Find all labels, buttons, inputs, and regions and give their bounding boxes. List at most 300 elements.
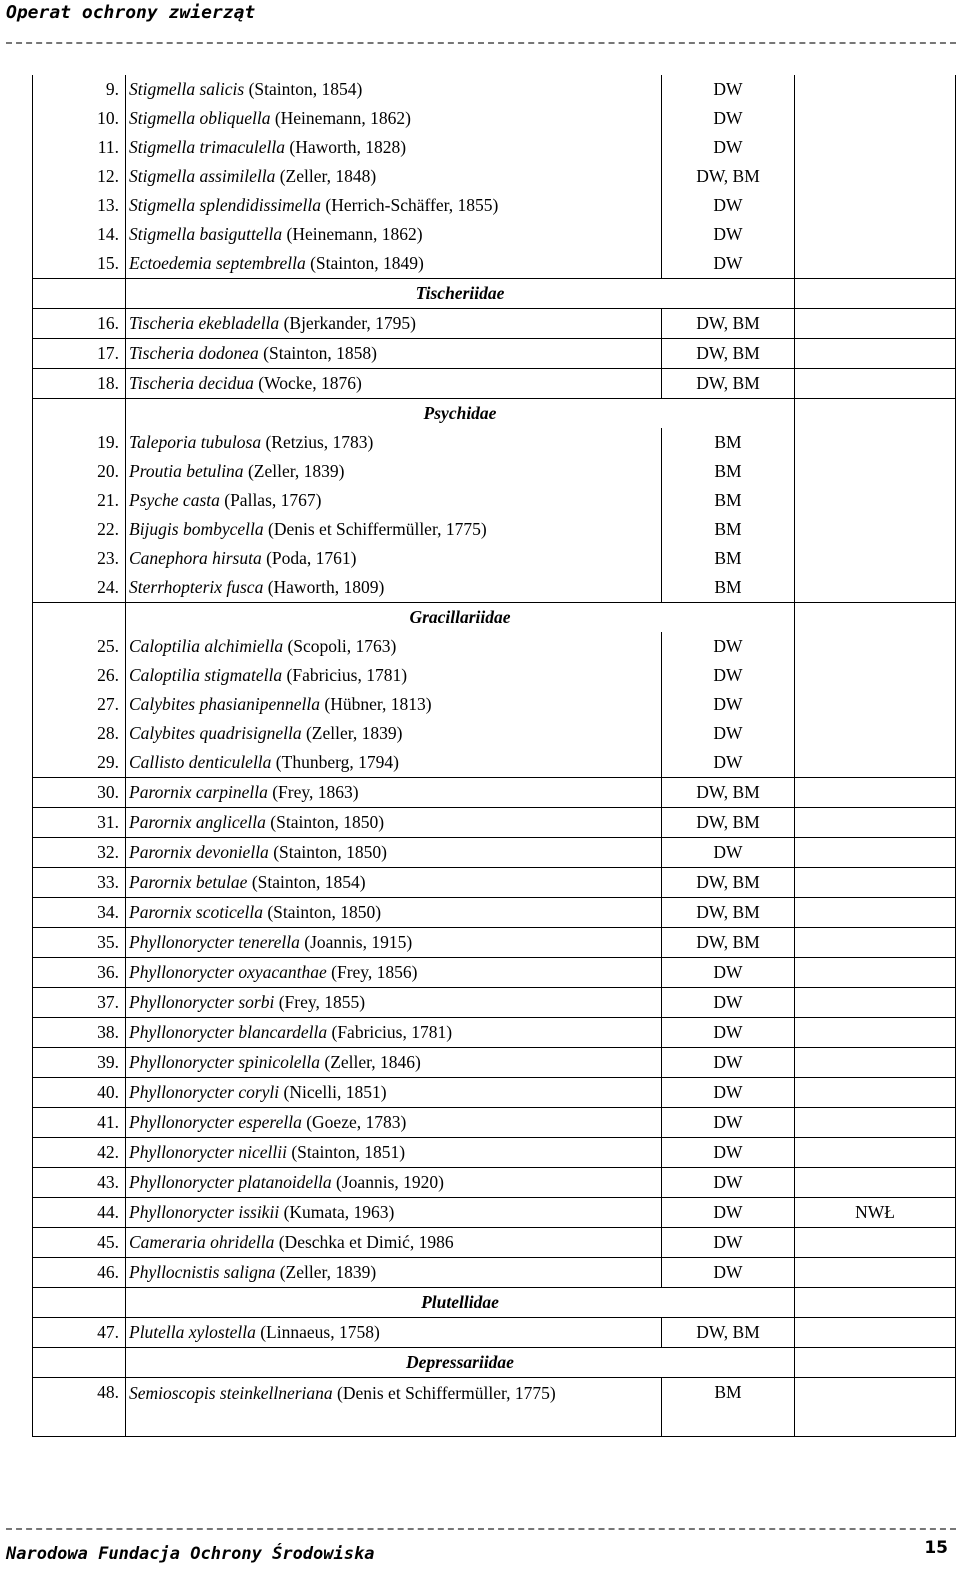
species-number: 12.: [33, 162, 126, 191]
species-row: [33, 1378, 956, 1437]
species-number: 14.: [33, 220, 126, 249]
species-latin-name: Ectoedemia septembrella: [129, 253, 306, 273]
species-source: BM: [662, 428, 795, 457]
species-name: [126, 1258, 662, 1288]
species-note: NWŁ: [795, 1198, 956, 1228]
species-source: DW: [662, 75, 795, 104]
species-name: [126, 748, 662, 778]
species-note: [795, 104, 956, 133]
species-number: 30.: [33, 778, 126, 808]
species-author: (Frey, 1855): [274, 992, 366, 1012]
family-note-cell: [795, 399, 956, 429]
species-latin-name: Phyllonorycter tenerella: [129, 932, 300, 952]
species-note: [795, 661, 956, 690]
species-latin-name: Phyllonorycter nicellii: [129, 1142, 287, 1162]
species-latin-name: Parornix betulae: [129, 872, 248, 892]
species-name: [126, 778, 662, 808]
species-source: DW: [662, 1138, 795, 1168]
species-note: [795, 428, 956, 457]
species-author: (Stainton, 1850): [268, 842, 387, 862]
species-row: [33, 690, 956, 719]
species-name: [126, 1168, 662, 1198]
species-source: DW, BM: [662, 1318, 795, 1348]
species-source: BM: [662, 486, 795, 515]
species-author: (Pallas, 1767): [219, 490, 322, 510]
species-note: [795, 75, 956, 104]
species-latin-name: Stigmella trimaculella: [129, 137, 286, 157]
species-row: [33, 1138, 956, 1168]
species-name: [126, 1078, 662, 1108]
species-number: 34.: [33, 898, 126, 928]
species-name: [126, 1228, 662, 1258]
family-note-cell: [795, 1348, 956, 1378]
species-row: [33, 573, 956, 603]
species-name: [126, 428, 662, 457]
species-number: 42.: [33, 1138, 126, 1168]
species-number: 41.: [33, 1108, 126, 1138]
species-note: [795, 457, 956, 486]
family-header-row: [33, 603, 956, 633]
species-author: (Zeller, 1839): [243, 461, 345, 481]
species-author: (Bjerkander, 1795): [279, 313, 417, 333]
species-name: [126, 369, 662, 399]
species-latin-name: Parornix scoticella: [129, 902, 263, 922]
species-row: [33, 661, 956, 690]
species-name: [126, 958, 662, 988]
species-row: [33, 898, 956, 928]
species-author: (Deschka et Dimić, 1986: [274, 1232, 454, 1252]
species-author: (Fabricius, 1781): [327, 1022, 453, 1042]
species-source: DW: [662, 249, 795, 279]
species-name: [126, 220, 662, 249]
species-note: [795, 1168, 956, 1198]
species-source: DW: [662, 661, 795, 690]
species-note: [795, 249, 956, 279]
species-row: [33, 1108, 956, 1138]
species-row: [33, 868, 956, 898]
family-num-cell: [33, 399, 126, 429]
species-row: [33, 1318, 956, 1348]
species-row: [33, 778, 956, 808]
species-row: [33, 428, 956, 457]
species-number: 25.: [33, 632, 126, 661]
species-name: [126, 104, 662, 133]
species-author: (Stainton, 1851): [286, 1142, 406, 1162]
species-note: [795, 868, 956, 898]
species-latin-name: Calybites quadrisignella: [129, 723, 302, 743]
species-name: [126, 808, 662, 838]
species-author: (Stainton, 1858): [258, 343, 377, 363]
species-source: BM: [662, 544, 795, 573]
species-row: [33, 748, 956, 778]
species-latin-name: Stigmella obliquella: [129, 108, 271, 128]
species-source: DW: [662, 1258, 795, 1288]
species-latin-name: Stigmella splendidissimella: [129, 195, 322, 215]
species-latin-name: Parornix anglicella: [129, 812, 266, 832]
species-latin-name: Tischeria dodonea: [129, 343, 259, 363]
species-name: [126, 162, 662, 191]
species-source: DW: [662, 220, 795, 249]
species-name: [126, 339, 662, 369]
species-source: DW: [662, 838, 795, 868]
species-note: [795, 1108, 956, 1138]
species-latin-name: Phyllonorycter platanoidella: [129, 1172, 332, 1192]
species-source: DW, BM: [662, 928, 795, 958]
species-author: (Scopoli, 1763): [283, 636, 397, 656]
species-latin-name: Phyllocnistis saligna: [129, 1262, 276, 1282]
species-note: [795, 958, 956, 988]
species-table-body: [33, 75, 956, 1437]
species-name: [126, 309, 662, 339]
species-name: [126, 1108, 662, 1138]
species-number: 18.: [33, 369, 126, 399]
species-name: [126, 1318, 662, 1348]
species-number: 10.: [33, 104, 126, 133]
species-row: [33, 1078, 956, 1108]
species-latin-name: Parornix devoniella: [129, 842, 269, 862]
species-latin-name: Calybites phasianipennella: [129, 694, 321, 714]
species-row: [33, 808, 956, 838]
species-number: 45.: [33, 1228, 126, 1258]
species-number: 26.: [33, 661, 126, 690]
species-note: [795, 988, 956, 1018]
species-note: [795, 838, 956, 868]
species-row: [33, 133, 956, 162]
species-number: 17.: [33, 339, 126, 369]
species-name: [126, 988, 662, 1018]
species-author: (Frey, 1863): [267, 782, 359, 802]
species-latin-name: Tischeria decidua: [129, 373, 254, 393]
species-row: [33, 75, 956, 104]
species-number: 29.: [33, 748, 126, 778]
species-author: (Stainton, 1854): [244, 79, 363, 99]
species-name: [126, 1018, 662, 1048]
species-author: (Goeze, 1783): [301, 1112, 407, 1132]
species-row: [33, 928, 956, 958]
species-author: (Stainton, 1854): [247, 872, 366, 892]
species-name: [126, 1048, 662, 1078]
species-note: [795, 162, 956, 191]
species-row: [33, 486, 956, 515]
family-note-cell: [795, 279, 956, 309]
species-author: (Joannis, 1920): [331, 1172, 444, 1192]
species-number: 46.: [33, 1258, 126, 1288]
species-latin-name: Cameraria ohridella: [129, 1232, 275, 1252]
species-source: DW: [662, 748, 795, 778]
species-author: (Retzius, 1783): [261, 432, 374, 452]
species-number: 9.: [33, 75, 126, 104]
species-number: 24.: [33, 573, 126, 603]
species-source: BM: [662, 1378, 795, 1437]
species-source: DW: [662, 1168, 795, 1198]
species-row: [33, 104, 956, 133]
species-source: DW: [662, 133, 795, 162]
species-note: [795, 220, 956, 249]
species-source: DW, BM: [662, 898, 795, 928]
family-name: Plutellidae: [126, 1288, 795, 1318]
footer-organization: Narodowa Fundacja Ochrony Środowiska: [6, 1544, 375, 1564]
species-name: [126, 1138, 662, 1168]
species-name: [126, 515, 662, 544]
species-latin-name: Caloptilia alchimiella: [129, 636, 284, 656]
species-name: [126, 632, 662, 661]
species-row: [33, 838, 956, 868]
species-row: [33, 1258, 956, 1288]
species-source: DW, BM: [662, 309, 795, 339]
species-number: 40.: [33, 1078, 126, 1108]
species-number: 16.: [33, 309, 126, 339]
species-note: [795, 690, 956, 719]
species-name: [126, 573, 662, 603]
species-latin-name: Stigmella basiguttella: [129, 224, 283, 244]
species-latin-name: Stigmella assimilella: [129, 166, 276, 186]
species-row: [33, 191, 956, 220]
species-latin-name: Sterrhopterix fusca: [129, 577, 264, 597]
species-note: [795, 1318, 956, 1348]
species-note: [795, 808, 956, 838]
species-source: DW: [662, 1048, 795, 1078]
species-source: DW: [662, 958, 795, 988]
species-note: [795, 748, 956, 778]
species-author: (Heinemann, 1862): [270, 108, 411, 128]
species-number: 48.: [33, 1378, 126, 1437]
species-row: [33, 1168, 956, 1198]
species-author: (Denis et Schiffermüller, 1775): [332, 1383, 556, 1403]
family-name: Depressariidae: [126, 1348, 795, 1378]
species-row: [33, 1228, 956, 1258]
species-number: 21.: [33, 486, 126, 515]
family-name: Tischeriidae: [126, 279, 795, 309]
species-row: [33, 1198, 956, 1228]
species-source: DW: [662, 1018, 795, 1048]
species-number: 28.: [33, 719, 126, 748]
species-row: [33, 544, 956, 573]
family-num-cell: [33, 1288, 126, 1318]
species-note: [795, 339, 956, 369]
species-number: 27.: [33, 690, 126, 719]
family-header-row: [33, 399, 956, 429]
species-name: [126, 191, 662, 220]
species-note: [795, 1078, 956, 1108]
species-name: [126, 1378, 662, 1437]
family-num-cell: [33, 1348, 126, 1378]
species-source: BM: [662, 457, 795, 486]
species-latin-name: Taleporia tubulosa: [129, 432, 262, 452]
species-author: (Stainton, 1849): [305, 253, 424, 273]
family-note-cell: [795, 1288, 956, 1318]
species-note: [795, 1018, 956, 1048]
species-note: [795, 369, 956, 399]
species-source: DW, BM: [662, 339, 795, 369]
species-number: 22.: [33, 515, 126, 544]
species-latin-name: Plutella xylostella: [129, 1322, 256, 1342]
species-latin-name: Proutia betulina: [129, 461, 244, 481]
species-row: [33, 339, 956, 369]
species-author: (Thunberg, 1794): [271, 752, 399, 772]
species-author: (Haworth, 1809): [263, 577, 385, 597]
species-row: [33, 515, 956, 544]
species-author: (Joannis, 1915): [299, 932, 413, 952]
species-source: DW, BM: [662, 808, 795, 838]
species-row: [33, 1048, 956, 1078]
family-num-cell: [33, 603, 126, 633]
species-number: 47.: [33, 1318, 126, 1348]
species-latin-name: Phyllonorycter issikii: [129, 1202, 280, 1222]
species-name: [126, 690, 662, 719]
species-note: [795, 719, 956, 748]
species-name: [126, 486, 662, 515]
species-latin-name: Phyllonorycter esperella: [129, 1112, 302, 1132]
species-name: [126, 249, 662, 279]
species-note: [795, 515, 956, 544]
species-latin-name: Parornix carpinella: [129, 782, 268, 802]
species-latin-name: Phyllonorycter spinicolella: [129, 1052, 320, 1072]
family-header-row: [33, 1348, 956, 1378]
species-author: (Haworth, 1828): [285, 137, 407, 157]
species-author: (Herrich-Schäffer, 1855): [321, 195, 499, 215]
species-source: DW: [662, 719, 795, 748]
species-source: DW: [662, 1228, 795, 1258]
species-source: DW: [662, 632, 795, 661]
family-name: Gracillariidae: [126, 603, 795, 633]
species-author: (Zeller, 1839): [275, 1262, 377, 1282]
species-author: (Stainton, 1850): [265, 812, 385, 832]
species-source: DW: [662, 1078, 795, 1108]
species-source: DW, BM: [662, 162, 795, 191]
species-source: DW: [662, 191, 795, 220]
species-author: (Denis et Schiffermüller, 1775): [263, 519, 487, 539]
footer-divider: [6, 1528, 956, 1530]
species-author: (Poda, 1761): [261, 548, 357, 568]
species-author: (Heinemann, 1862): [282, 224, 423, 244]
species-number: 13.: [33, 191, 126, 220]
species-latin-name: Phyllonorycter coryli: [129, 1082, 280, 1102]
species-number: 35.: [33, 928, 126, 958]
species-number: 38.: [33, 1018, 126, 1048]
species-source: DW, BM: [662, 369, 795, 399]
species-number: 36.: [33, 958, 126, 988]
species-note: [795, 1258, 956, 1288]
species-latin-name: Phyllonorycter oxyacanthae: [129, 962, 327, 982]
species-name: [126, 898, 662, 928]
species-source: DW: [662, 690, 795, 719]
species-author: (Frey, 1856): [326, 962, 418, 982]
species-author: (Stainton, 1850): [262, 902, 382, 922]
species-row: [33, 719, 956, 748]
species-number: 37.: [33, 988, 126, 1018]
species-name: [126, 457, 662, 486]
species-note: [795, 1228, 956, 1258]
species-source: DW: [662, 1108, 795, 1138]
species-latin-name: Bijugis bombycella: [129, 519, 264, 539]
species-source: BM: [662, 515, 795, 544]
species-note: [795, 309, 956, 339]
species-name: [126, 868, 662, 898]
species-latin-name: Psyche casta: [129, 490, 220, 510]
species-note: [795, 1138, 956, 1168]
species-note: [795, 632, 956, 661]
species-author: (Linnaeus, 1758): [255, 1322, 380, 1342]
species-name: [126, 1198, 662, 1228]
species-author: (Hübner, 1813): [320, 694, 432, 714]
species-latin-name: Caloptilia stigmatella: [129, 665, 283, 685]
species-note: [795, 1378, 956, 1437]
species-row: [33, 220, 956, 249]
header-divider: [6, 42, 956, 44]
species-row: [33, 369, 956, 399]
species-note: [795, 544, 956, 573]
species-row: [33, 1018, 956, 1048]
species-latin-name: Stigmella salicis: [129, 79, 245, 99]
species-row: [33, 958, 956, 988]
family-name: Psychidae: [126, 399, 795, 429]
species-note: [795, 133, 956, 162]
species-latin-name: Callisto denticulella: [129, 752, 272, 772]
species-number: 39.: [33, 1048, 126, 1078]
species-author: (Zeller, 1846): [320, 1052, 421, 1072]
species-number: 32.: [33, 838, 126, 868]
species-number: 43.: [33, 1168, 126, 1198]
species-number: 20.: [33, 457, 126, 486]
family-note-cell: [795, 603, 956, 633]
species-author: (Nicelli, 1851): [279, 1082, 387, 1102]
species-latin-name: Canephora hirsuta: [129, 548, 262, 568]
species-author: (Fabricius, 1781): [282, 665, 408, 685]
species-row: [33, 457, 956, 486]
species-name: [126, 838, 662, 868]
species-latin-name: Phyllonorycter blancardella: [129, 1022, 328, 1042]
species-latin-name: Tischeria ekebladella: [129, 313, 280, 333]
species-name: [126, 928, 662, 958]
species-source: DW, BM: [662, 778, 795, 808]
family-header-row: [33, 279, 956, 309]
species-source: DW: [662, 1198, 795, 1228]
family-num-cell: [33, 279, 126, 309]
species-name: [126, 661, 662, 690]
species-table: [32, 75, 956, 1437]
species-note: [795, 573, 956, 603]
species-number: 44.: [33, 1198, 126, 1228]
species-name: [126, 133, 662, 162]
species-number: 11.: [33, 133, 126, 162]
species-name: [126, 75, 662, 104]
species-latin-name: Semioscopis steinkellneriana: [129, 1383, 333, 1403]
species-row: [33, 988, 956, 1018]
page-number: 15: [924, 1538, 948, 1558]
species-row: [33, 249, 956, 279]
page-header-title: Operat ochrony zwierząt: [6, 2, 256, 23]
species-note: [795, 778, 956, 808]
species-author: (Kumata, 1963): [279, 1202, 395, 1222]
species-number: 19.: [33, 428, 126, 457]
species-author: (Zeller, 1848): [275, 166, 377, 186]
species-number: 23.: [33, 544, 126, 573]
species-author: (Wocke, 1876): [253, 373, 362, 393]
species-note: [795, 928, 956, 958]
species-source: DW: [662, 104, 795, 133]
species-source: DW: [662, 988, 795, 1018]
species-note: [795, 898, 956, 928]
species-name: [126, 719, 662, 748]
family-header-row: [33, 1288, 956, 1318]
species-row: [33, 162, 956, 191]
species-row: [33, 632, 956, 661]
species-number: 33.: [33, 868, 126, 898]
species-note: [795, 486, 956, 515]
species-latin-name: Phyllonorycter sorbi: [129, 992, 275, 1012]
species-number: 15.: [33, 249, 126, 279]
species-name: [126, 544, 662, 573]
